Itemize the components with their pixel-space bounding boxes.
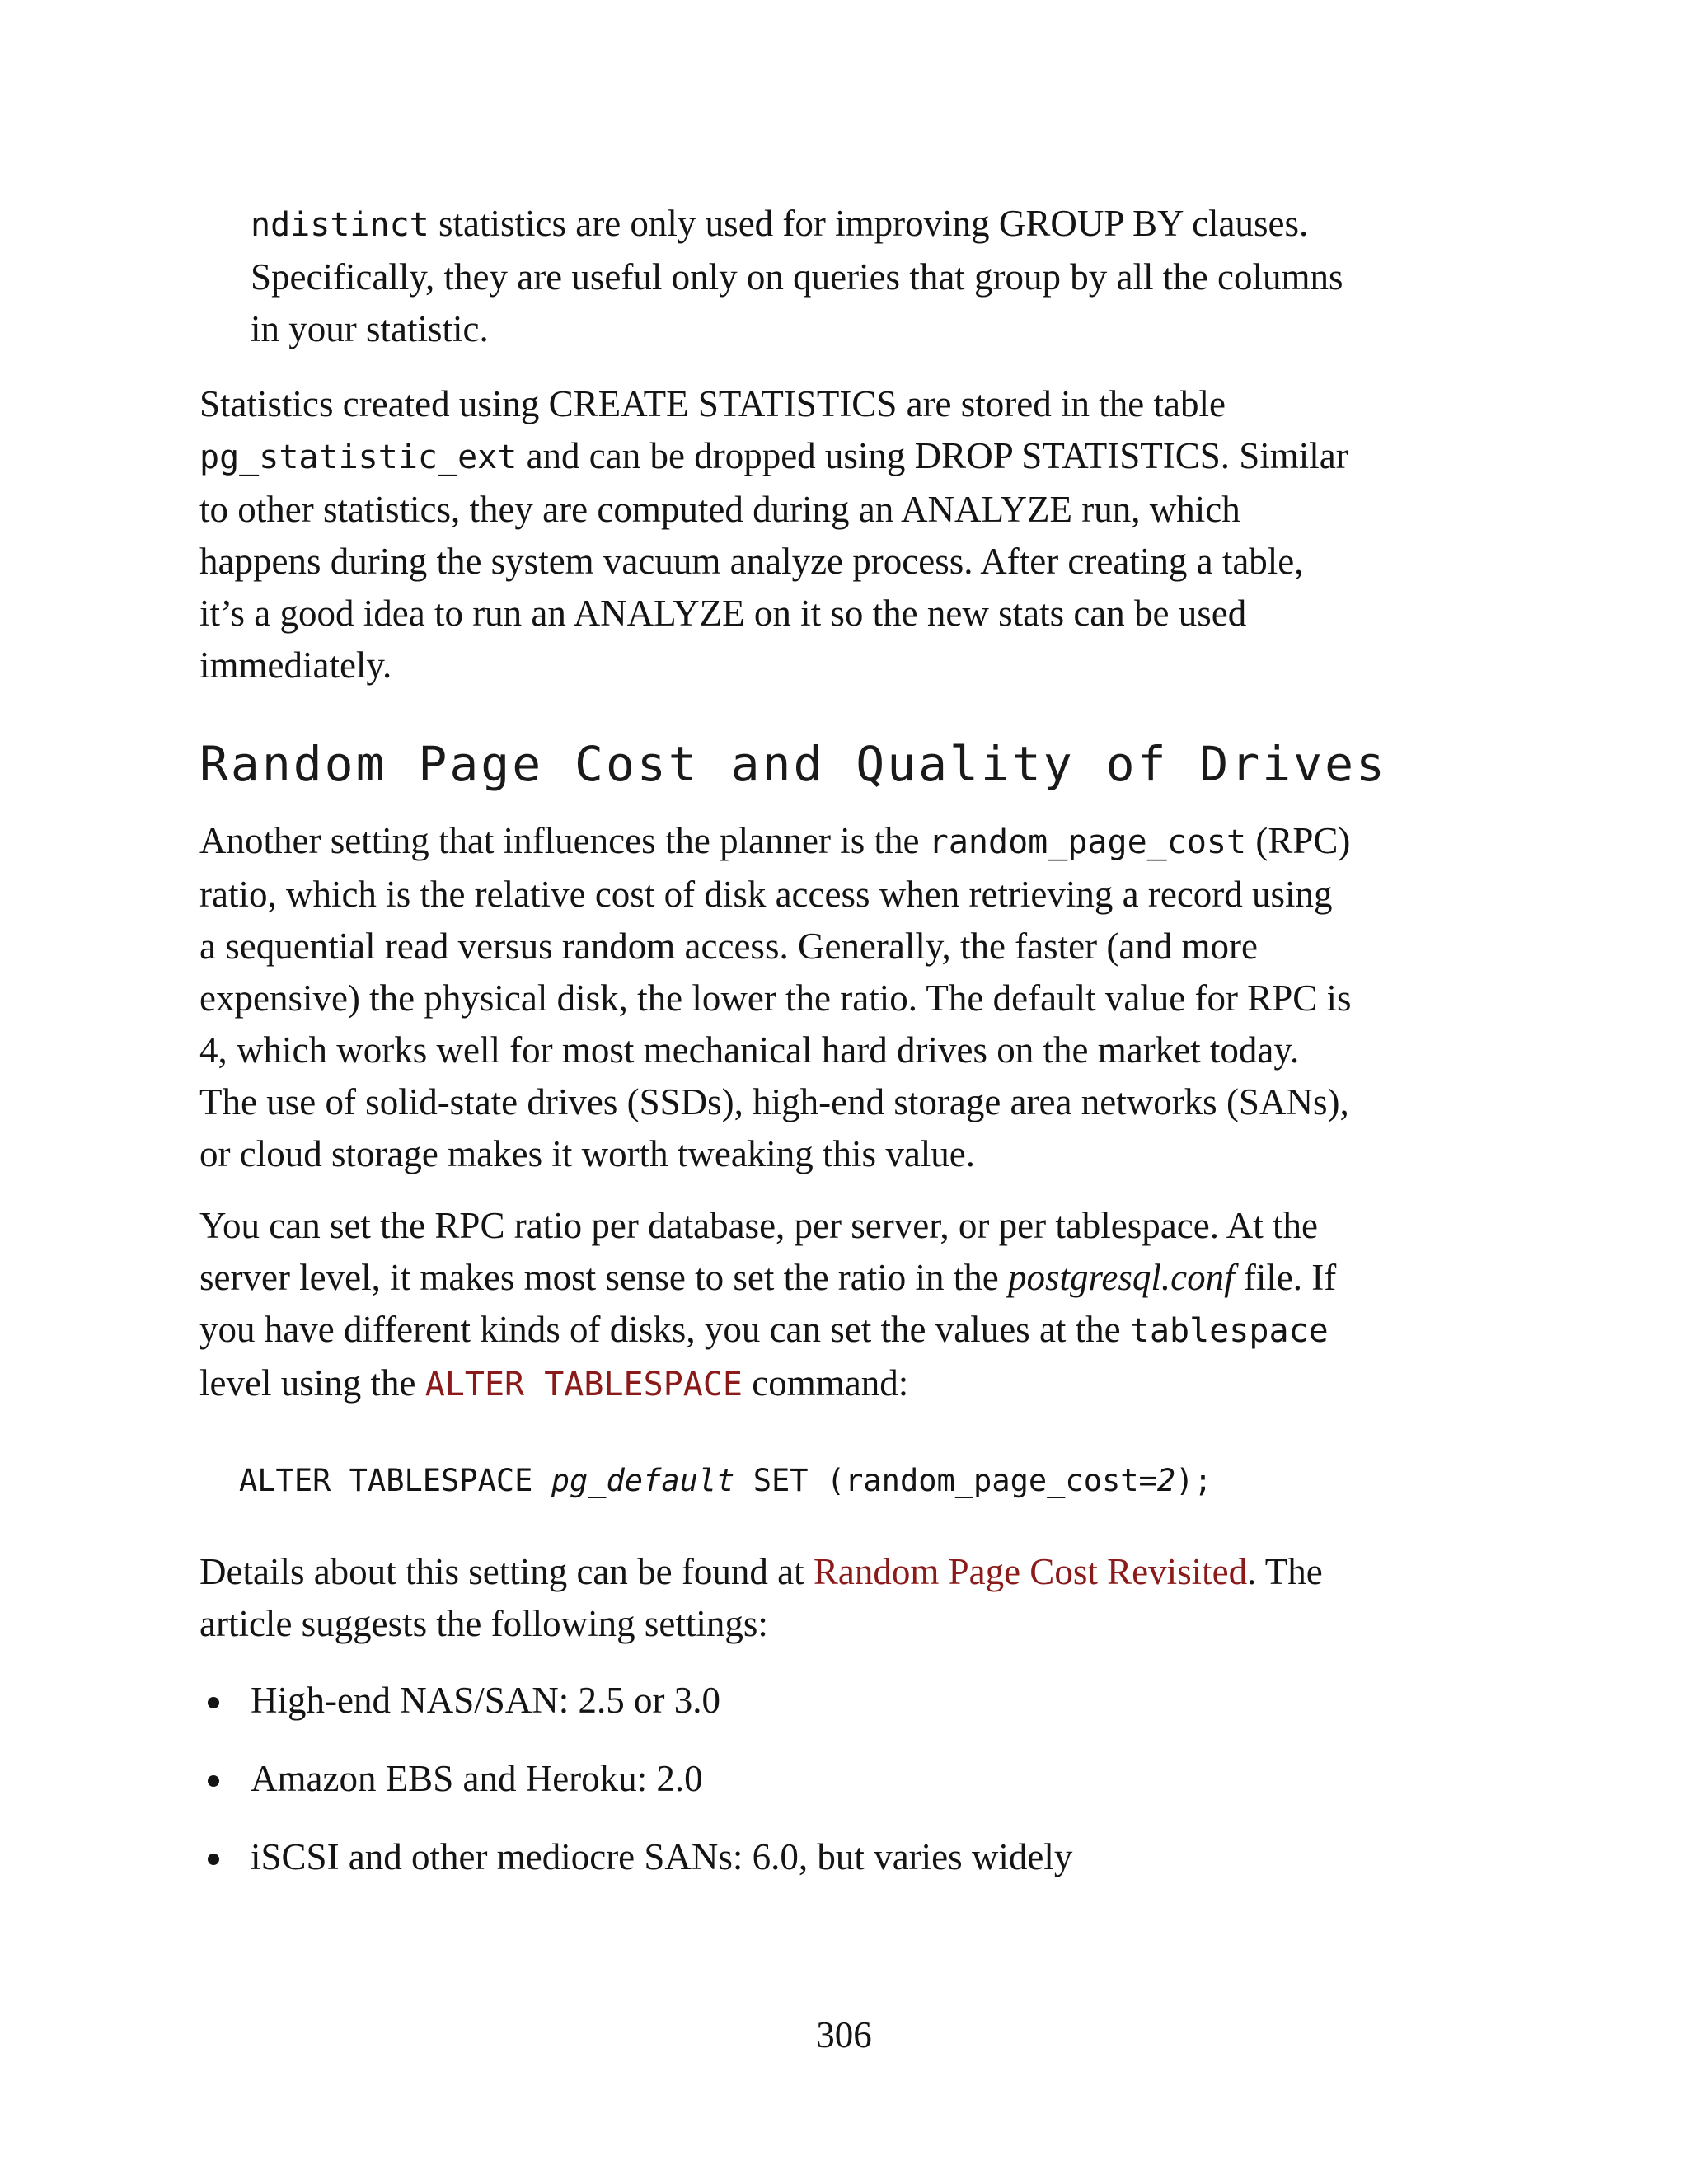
details-paragraph — [199, 1546, 1493, 1650]
code-part2: SET (random_page_cost= — [734, 1463, 1157, 1498]
para1-line6: immediately. — [199, 644, 392, 686]
code-part3: ); — [1175, 1463, 1212, 1498]
rpc-paragraph — [199, 815, 1493, 1180]
list-item-text: Amazon EBS and Heroku: 2.0 — [251, 1758, 703, 1799]
code-random-page-cost: random_page_cost — [928, 823, 1247, 861]
tablespace-paragraph — [199, 1200, 1493, 1411]
para2-line1-end: (RPC) — [1246, 820, 1351, 861]
para3-line2-start: server level, it makes most sense to set the ratio in the — [199, 1257, 1008, 1298]
settings-list — [199, 1675, 1493, 1883]
para2-line7: or cloud storage makes it worth tweaking this value. — [199, 1133, 976, 1174]
code-block — [239, 1459, 1493, 1503]
ndistinct-note — [251, 198, 1493, 355]
statistics-paragraph — [199, 378, 1493, 691]
code-italic-value: 2 — [1156, 1463, 1176, 1498]
para1-line4: happens during the system vacuum analyze process. After creating a table, — [199, 541, 1304, 582]
para4-line1-end: . The — [1247, 1551, 1323, 1592]
para3-line1: You can set the RPC ratio per database, per server, or per tablespace. At the — [199, 1205, 1318, 1246]
para4-line1-start: Details about this setting can be found at — [199, 1551, 814, 1592]
para1-line5: it’s a good idea to run an ANALYZE on it so the new stats can be used — [199, 593, 1247, 634]
para1-line1: Statistics created using CREATE STATISTICS are stored in the table — [199, 383, 1226, 424]
para3-line2-end: file. If — [1234, 1257, 1337, 1298]
list-item — [199, 1675, 1493, 1727]
para2-line3: a sequential read versus random access. Generally, the faster (and more — [199, 926, 1259, 967]
page-number: 306 — [816, 2014, 872, 2055]
page-content — [199, 198, 1493, 1910]
code-pg-statistic-ext: pg_statistic_ext — [199, 438, 518, 476]
code-italic-arg: pg_default — [551, 1463, 735, 1498]
para2-line5: 4, which works well for most mechanical hard drives on the market today. — [199, 1029, 1300, 1071]
note-line1: statistics are only used for improving GROUP BY clauses. — [429, 203, 1309, 244]
note-line3: in your statistic. — [251, 308, 489, 349]
list-item-text: iSCSI and other mediocre SANs: 6.0, but varies widely — [251, 1836, 1073, 1877]
note-line2: Specifically, they are useful only on queries that group by all the columns — [251, 256, 1343, 298]
bullet-icon — [208, 1775, 219, 1787]
para1-line2: and can be dropped using DROP STATISTICS. Similar — [517, 435, 1348, 476]
para2-line4: expensive) the physical disk, the lower the ratio. The default value for RPC is — [199, 977, 1352, 1019]
random-page-cost-revisited-link[interactable]: Random Page Cost Revisited — [813, 1551, 1248, 1592]
code-tablespace: tablespace — [1129, 1312, 1329, 1350]
para2-line6: The use of solid-state drives (SSDs), high-end storage area networks (SANs), — [199, 1081, 1349, 1122]
code-part1: ALTER TABLESPACE — [239, 1463, 551, 1498]
section-heading: Random Page Cost and Quality of Drives — [199, 736, 1387, 792]
para2-line1-start: Another setting that influences the planner is the — [199, 820, 929, 861]
para4-line2: article suggests the following settings: — [199, 1603, 768, 1644]
code-ndistinct: ndistinct — [251, 206, 429, 244]
filename-postgresql-conf: postgresql.conf — [1008, 1257, 1235, 1298]
code-alter-tablespace: ALTER TABLESPACE — [424, 1366, 743, 1404]
bullet-icon — [208, 1854, 219, 1865]
para1-line3: to other statistics, they are computed during an ANALYZE run, which — [199, 489, 1240, 530]
para2-line2: ratio, which is the relative cost of disk access when retrieving a record using — [199, 874, 1333, 915]
para3-line4-end: command: — [743, 1362, 909, 1404]
bullet-icon — [208, 1697, 219, 1708]
para3-line3-start: you have different kinds of disks, you can set the values at the — [199, 1309, 1130, 1350]
list-item — [199, 1753, 1493, 1805]
list-item — [199, 1831, 1493, 1883]
para3-line4-start: level using the — [199, 1362, 425, 1404]
list-item-text: High-end NAS/SAN: 2.5 or 3.0 — [251, 1680, 720, 1721]
